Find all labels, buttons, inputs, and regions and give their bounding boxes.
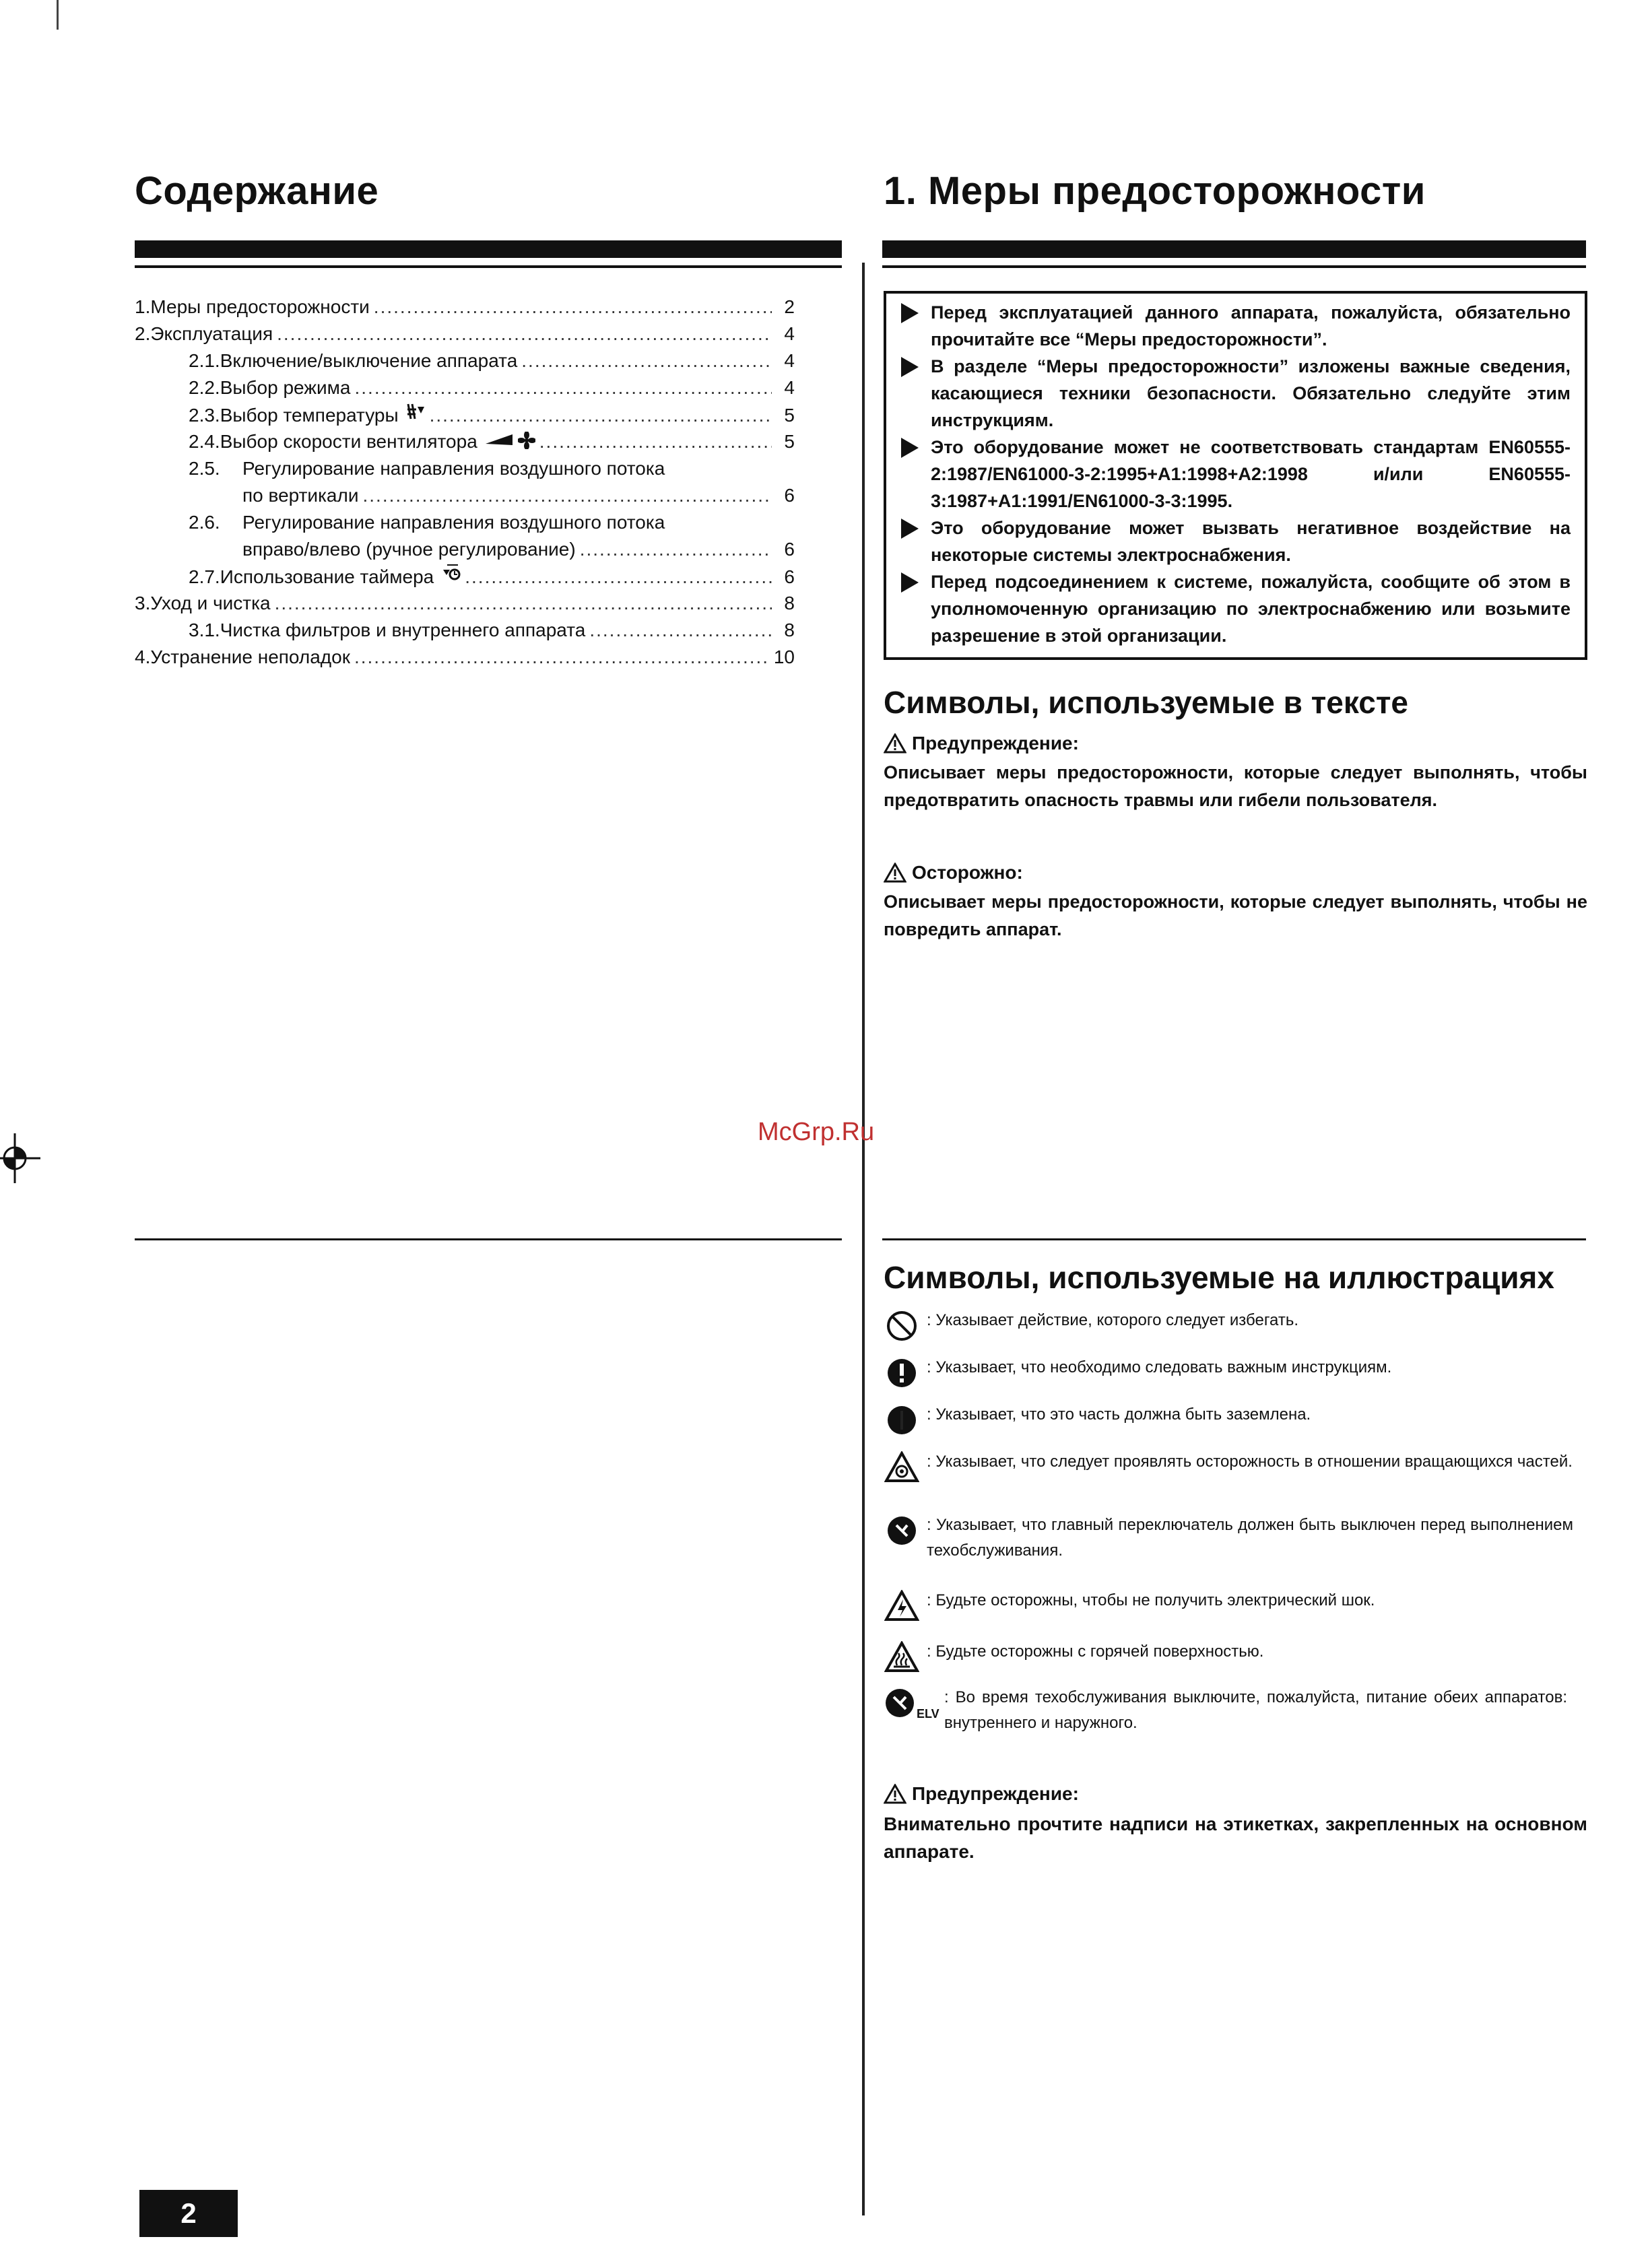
toc-entry-2-2[interactable]: 2.2. Выбор режима ..... 4 [189, 374, 795, 401]
warning-label: Предупреждение: [884, 733, 1079, 754]
timer-icon [440, 563, 461, 583]
precaution-notice-box [884, 291, 1587, 660]
rotating-parts-icon [884, 1449, 920, 1486]
symbol-row-prohibited: : Указывает действие, которого следует избегать. [884, 1308, 1587, 1344]
symbol-row-instruction: : Указывает, что необходимо следовать важным инструкциям. [884, 1355, 1587, 1391]
toc-entry-2-1[interactable]: 2.1. Включение/выключение аппарата ..... 4 [189, 347, 795, 374]
notice-item: Это оборудование может вызвать негативное воздействие на некоторые системы электроснабжения. [931, 518, 1571, 565]
symbol-row-electric-shock: : Будьте осторожны, чтобы не получить электрический шок. [884, 1588, 1587, 1624]
left-heading-thin-rule [135, 265, 842, 268]
warning-triangle-icon [884, 1784, 906, 1804]
right-mid-rule [882, 1238, 1586, 1240]
toc-entry-2-6-line1[interactable]: 2.6. Регулирование направления воздушного потока [189, 512, 665, 533]
crop-line-top-left [57, 0, 59, 30]
electric-shock-icon [884, 1588, 920, 1624]
text-symbols-heading: Символы, используемые в тексте [884, 685, 1408, 720]
label-warning-label: Предупреждение: [884, 1783, 1079, 1805]
arrow-bullet-icon [901, 519, 919, 539]
page-number: 2 [139, 2190, 238, 2237]
caution-description: Описывает меры предосторожности, которые следует выполнять, чтобы не повредить аппарат. [884, 892, 1587, 939]
watermark: McGrp.Ru [758, 1118, 875, 1146]
toc-entry-1[interactable]: 1. Меры предосторожности ..... 2 [135, 294, 795, 321]
warning-description: Описывает меры предосторожности, которые следует выполнять, чтобы предотвратить опасность травмы или гибели пользователя. [884, 762, 1587, 810]
ground-icon [884, 1402, 920, 1438]
toc-entry-2-5-line1[interactable]: 2.5. Регулирование направления воздушного потока [189, 458, 665, 479]
instruction-icon [884, 1355, 920, 1391]
column-divider [862, 263, 865, 2215]
toc-entry-2[interactable]: 2. Эксплуатация ..... 4 [135, 321, 795, 347]
toc-entry-2-5-line2[interactable]: по вертикали ..... 6 [242, 482, 795, 509]
illustration-symbols-heading: Символы, используемые на иллюстрациях [884, 1260, 1554, 1295]
arrow-bullet-icon [901, 572, 919, 593]
symbol-row-ground: : Указывает, что это часть должна быть заземлена. [884, 1402, 1587, 1438]
left-heading-bar [135, 240, 842, 258]
section-heading: 1. Меры предосторожности [884, 169, 1426, 213]
notice-item: В разделе “Меры предосторожности” изложены важные сведения, касающиеся техники безопасности. Обязательно следуйте этим инструкциям. [931, 356, 1571, 430]
main-switch-icon [884, 1512, 920, 1549]
notice-item: Перед эксплуатацией данного аппарата, пожалуйста, обязательно прочитайте все “Меры предосторожности”. [931, 302, 1571, 349]
symbol-row-main-switch: : Указывает, что главный переключатель должен быть выключен перед выполнением техобслуживания. [884, 1512, 1587, 1564]
caution-label: Осторожно: [884, 862, 1023, 883]
caution-triangle-icon [884, 863, 906, 883]
symbol-row-hot-surface: : Будьте осторожны с горячей поверхностью. [884, 1639, 1587, 1675]
arrow-bullet-icon [901, 357, 919, 377]
notice-item: Перед подсоединением к системе, пожалуйста, сообщите об этом в уполномоченную организацию по электроснабжению или возьмите разрешение в этой организации. [931, 572, 1571, 646]
right-heading-bar [882, 240, 1586, 258]
arrow-bullet-icon [901, 438, 919, 458]
toc-entry-3[interactable]: 3. Уход и чистка ..... 8 [135, 590, 795, 617]
toc-heading: Содержание [135, 169, 379, 213]
toc-entry-2-4[interactable]: 2.4. Выбор скорости вентилятора ..... 5 [189, 428, 795, 455]
crop-mark-left [0, 0, 16, 2268]
toc-entry-4[interactable]: 4. Устранение неполадок ..... 10 [135, 644, 795, 671]
symbol-row-elv: ELV : Во время техобслуживания выключите, пожалуйста, питание обеих аппаратов: внутреннего и наружного. [884, 1685, 1587, 1736]
fan-speed-icon [484, 432, 535, 449]
warning-triangle-icon [884, 733, 906, 754]
right-heading-thin-rule [882, 265, 1586, 268]
toc-entry-3-1[interactable]: 3.1. Чистка фильтров и внутреннего аппарата ..... 8 [189, 617, 795, 644]
elv-icon: ELV [884, 1685, 944, 1721]
notice-item: Это оборудование может не соответствовать стандартам EN60555-2:1987/EN61000-3-2:1995+A1:1998+A2:1998 и/или EN60555-3:1987+A1:1991/EN61000-3-3:1995. [931, 437, 1571, 511]
temperature-icon [405, 401, 426, 422]
prohibited-icon [884, 1308, 920, 1344]
toc-entry-2-7[interactable]: 2.7. Использование таймера ..... 6 [189, 563, 795, 591]
toc-entry-2-6-line2[interactable]: вправо/влево (ручное регулирование) ..... 6 [242, 536, 795, 563]
toc-entry-2-3[interactable]: 2.3. Выбор температуры ..... 5 [189, 401, 795, 429]
arrow-bullet-icon [901, 303, 919, 323]
label-warning-description: Внимательно прочтите надписи на этикетках, закрепленных на основном аппарате. [884, 1813, 1587, 1862]
registration-mark-icon [0, 1128, 47, 1189]
symbol-row-rotating-parts: : Указывает, что следует проявлять осторожность в отношении вращающихся частей. [884, 1449, 1587, 1486]
left-mid-rule [135, 1238, 842, 1240]
hot-surface-icon [884, 1639, 920, 1675]
